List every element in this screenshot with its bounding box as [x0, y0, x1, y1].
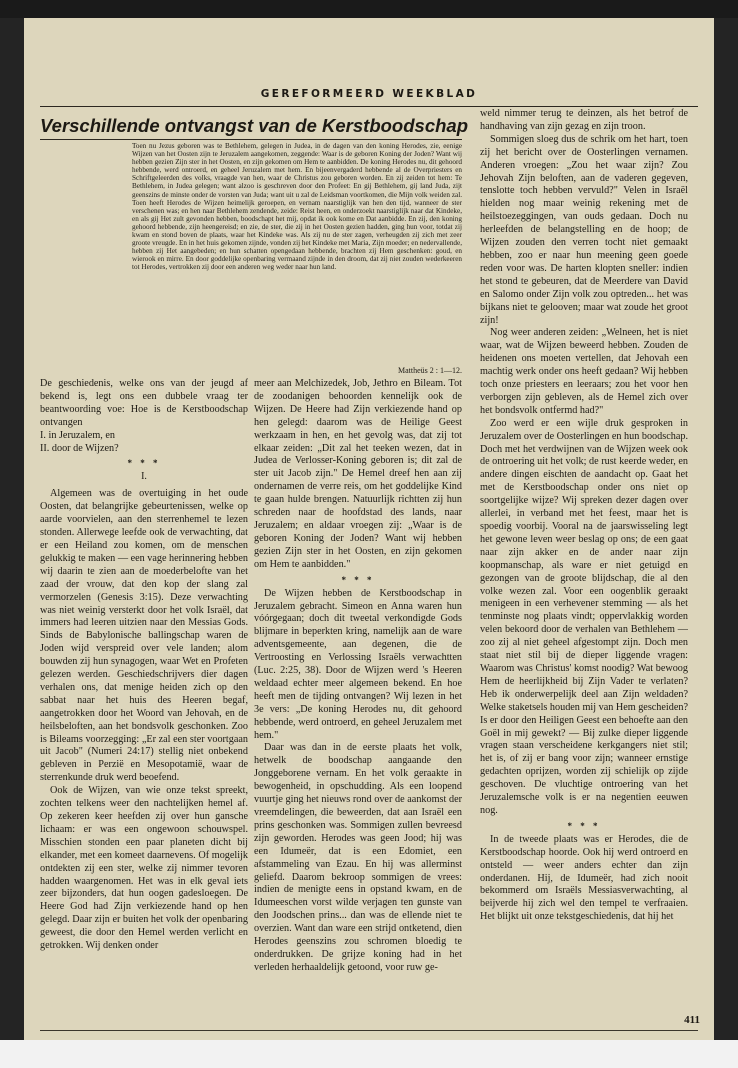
paragraph: In de tweede plaats was er Herodes, die de Kerstboodschap hoorde. Ook hij werd ontroerd en ontsteld — weer anders echter dan zijn onderdanen. Hij, de Idumeër, had zich nooit bekommerd om Israëls Messiasverwachting, al beijverde hij zich wel den tempel te verfraaien. Het blijkt uit onze tekstgeschiedenis, dat hij het — [480, 833, 688, 923]
scan-border-bottom — [0, 1040, 738, 1068]
column-2 — [254, 378, 462, 1010]
column-3 — [480, 108, 688, 1010]
page-number: 411 — [684, 1014, 700, 1026]
bottom-rule — [40, 1030, 698, 1031]
scan-border-left — [0, 18, 24, 1040]
newspaper-page — [24, 18, 714, 1040]
paragraph: Zoo werd er een wijle druk gesproken in Jeruzalem over de Oosterlingen en hun boodschap. Doch met het verdwijnen van de Wijzen week ook de ontroering uit het volk; de rust keerde weder, en andere dingen eischten de aandacht op. Gaat het met de Kerstboodschap onder ons niet op soortgelijke wijze? Wij spreken dezer dagen over allerlei, in verband met het feest, maar het is spoedig voorbij. Vooral na de jaarswisseling legt het gewone leven weer beslag op ons; de een gaat naar zijn akker en de ander naar zijn koopmanschap, als ware er niet getuigd en gezongen van de groote blijdschap, die al den volke wezen zal. Voor een oogenblik geraakt menigeen in een verhevener stemming — als het tenminste nog plaats vindt; oppervlakkig worden velen bekoord door de verhalen van Bethlehem — zoo zij al niet geheel afgestompt zijn. Doch men staat niet stil bij de dieper liggende vragen: Waarom was Christus' komst noodig? Wat bewoog Hem de heerlijkheid bij Zijn Vader te verlaten? Heb ik onderwerpelijk deel aan Zijn weldaden? Welke staketsels houden mij van Hem gescheiden? Is er door den Heiligen Geest een behoefte aan den Goël in mij gewekt? — Bij zulke dieper liggende vragen staan verscheidene kerkgangers niet stil; het is, of zij er bang voor zijn; wanneer ernstige gedachten oprijzen, worden zij schielijk op zijde geschoven. De vluchtige ontroering van het Jeruzalemsche volk is er na negentien eeuwen nog. — [480, 417, 688, 816]
scan-border-right — [714, 18, 738, 1040]
intro-paragraph: De geschiedenis, welke ons van der jeugd af bekend is, legt ons een dubbele vraag ter beantwoording voe: Hoe is de Kerstboodschap ontvangen — [40, 378, 248, 428]
scan-border-top — [0, 0, 738, 18]
paragraph: meer aan Melchizedek, Job, Jethro en Bileam. Tot de zoodanigen behoorden kennelijk ook de Wijzen. De Heere had Zijn verkiezende hand op hen gelegd: daarom was de Heilige Geest werkzaam in hen, en het gevolg was, dat zij tot elkaar zeiden: „Dit zal het teeken wezen, dat in Judea de Verlosser-Koning geboren is; dit zal de ster uit Jacob zijn." De Hemel dreef hen aan zij ondernamen de verre reis, om het goddelijke Kind te gaan hulde brengen. Natuurlijk richtten zij hun schreden naar de hoofdstad des lands, naar Jeruzalem; en aldaar vroegen zij: „Waar is de geboren Koning der Joden? Want wij hebben gezien Zijn ster in het Oosten, en zijn gekomen om Hem te aanbidden." — [254, 378, 462, 570]
scripture-reference: Mattheüs 2 : 1—12. — [398, 366, 462, 375]
paragraph: Sommigen sloeg dus de schrik om het hart, toen zij het bericht over de Oosterlingen vernamen. Anderen vroegen: „Zou het waar zijn? Zou Jehovah Zijn beloften, aan de vaderen gegeven, tenslotte toch hebben vervuld?" Velen in Israël hielden nog maar weinig rekening met de heilstoezeggingen, van ouds gedaan. Doch nu herleefden de belangstelling en de hoop; de Wijzen zouden den verren tocht niet gemaakt hebben, zoo er naar hun meening geen goede reden voor was. De harten klopten sneller: indien het stond te gebeuren, dat de Meerdere van David en Salomo onder Zijn volk zou optreden... het was bijkans niet te gelooven; maar wat zoude het groot zijn! — [480, 133, 688, 326]
title-rule — [40, 139, 462, 140]
point-two: II. door de Wijzen? — [40, 442, 119, 454]
section-heading: I. — [141, 471, 147, 483]
section-separator: * * * — [567, 820, 601, 831]
paragraph: weld nimmer terug te deinzen, als het betrof de handhaving van zijn gezag en zijn troon. — [480, 108, 688, 132]
paragraph: Ook de Wijzen, van wie onze tekst spreekt, zochten telkens weer den nachtelijken hemel af. Op zekeren keer heefden zij over hun gansche lichaam: er was een ongewoon schouwspel. Misschien stonden een paar planeten dicht bij elkander, met een komeet daarnevens. Of mogelijk ontdekten zij een ster, welke zij nimmer tevoren hadden waargenomen. Het was in elk geval iets zeer bijzonders, dat hun oogen gadesloegen. De Heere God had Zijn verkiezende hand op hen gelegd. Daar zijn er buiten het volk der openbaring geweest, die door den Hemel werden verlicht en getrokken. Wij denken onder — [40, 785, 248, 952]
publication-header: GEREFORMEERD WEEKBLAD — [260, 88, 478, 100]
section-separator: * * * — [127, 458, 161, 469]
scripture-quote: Toen nu Jezus geboren was te Bethlehem, gelegen in Judea, in de dagen van den koning Herodes, zie, eenige Wijzen van het Oosten zijn te Jeruzalem aangekomen, zeggende: Waar is de geboren Koning der Joden? Want wij hebben gezien Zijn ster in het Oosten, en zijn gekomen om Hem te aanbidden. De koning Herodes nu, dit gehoord hebbende, werd ontroerd, en geheel Jeruzalem met hem. En bijeenvergaderd hebbende al de Overpriesters en Schriftgeleerden des volks, vraagde van hen, waar de Christus zou geboren worden. En zij zeiden tot hem: Te Bethlehem, in Judea gelegen; want alzoo is geschreven door den Profeet: En gij Bethlehem, gij land Juda, zijt geenszins de minste onder de vorsten van Juda; want uit u zal de Leidsman voortkomen, die Mijn volk weiden zal. Toen heeft Herodes de Wijzen heimelijk geroepen, en vernam naarstiglijk van hen den tijd, wanneer de ster verschenen was; en hen naar Bethlehem zendende, zeide: Reist heen, en onderzoekt naarstiglijk naar dat Kindeke, en als gij Het zult gevonden hebben, boodschapt het mij, opdat ik ook kome en Dat aanbidde. En zij, den koning gehoord hebbende, zijn heengereisd; en zie, de ster, die zij in het Oosten gezien hadden, ging hun voor, totdat zij kwam en stond boven de plaats, waar het Kindeke was. Als zij nu de ster zagen, verheugden zij zich met zeer groote vreugde. En in het huis gekomen zijnde, vonden zij het Kindeke met Maria, Zijn moeder; en nedervallende, hebben zij Het aangebeden; en hun schatten opengedaan hebbende, brachten zij Hem geschenken: goud, en wierook en mirre. En door goddelijke openbaring vermaand zijnde in den droom, dat zij niet zouden wederkeeren tot Herodes, vertrokken zij door een anderen weg weder naar hun land. — [132, 142, 462, 272]
point-one: I. in Jeruzalem, en — [40, 429, 115, 441]
paragraph: Nog weer anderen zeiden: „Welneen, het is niet waar, wat de Wijzen beweerd hebben. Zouden de heidenen ons moeten vertellen, dat Jehovah een machtig werk onder ons heeft gedaan? Wij hebben toch onze priesters en leeraars; zou het voor hen verborgen zijn gebleven, als de Hemel zich over het bondsvolk ontfermd had?" — [480, 327, 688, 416]
section-separator: * * * — [341, 574, 375, 585]
header-rule — [40, 106, 698, 107]
article-title: Verschillende ontvangst van de Kerstboodschap — [40, 115, 469, 136]
column-1 — [40, 378, 248, 1010]
paragraph: De Wijzen hebben de Kerstboodschap in Jeruzalem gebracht. Simeon en Anna waren hun vóórgegaan; doch dit tweetal verkondigde Gods blijmare in beperkten kring, namelijk aan de ware adventsgemeente, aan degenen, die de Vertroosting en Verlossing Israëls verwachtten (Luc. 2:25, 38). Door de Wijzen werd 's Heeren weldaad echter meer algemeen bekend. En hoe heeft men de tijding ontvangen? Wij lezen in het 3e vers: „De koning Herodes nu, dit gehoord hebbende, werd ontroerd, en geheel Jeruzalem met hem." — [254, 587, 462, 741]
paragraph: Algemeen was de overtuiging in het oude Oosten, dat belangrijke gebeurtenissen, welke op aarde voorvielen, aan den sterrenhemel te lezen stonden. Allerwege leefde ook de verwachting, dat er een Heiland zou komen, om de menschen gelukkig te maken — een vage herinnering hebben wij daarin te zien aan de moederbelofte van het zaad der vrouw, dat den kop der slang zal vermorzelen (Genesis 3:15). Deze verwachting was niet weinig versterkt door het volk Israël, dat immers had leeren uitzien naar den Messias Gods. Sinds de Babylonische ballingschap waren de Joden wijd verspreid over vele landen; alom bouwden zij hun synagogen, waar Wet en Profeten gelezen werden. Geschiedschrijvers dier dagen verhalen ons, dat menige heiden zich op den sabbat naar het huis des Heeren begaf, aangetrokken door het Woord van Jehovah, en de heilsbeloften, aan het bondsvolk geschonken. Zoo is Bileams voorzegging: „Er zal een ster voortgaan uit Jacob" (Numeri 24:17) stellig niet onbekend gebleven in Perzië en Mesopotamië, waar de sterrenkunde druk werd beoefend. — [40, 488, 248, 784]
paragraph: Daar was dan in de eerste plaats het volk, hetwelk de boodschap aangaande den Jonggeborene vernam. En het volk geraakte in bewogenheid, in opschudding. Als een loopend vuurtje ging het nieuws rond over de aankomst der vreemdelingen, die beweerden, dat aan Israël een prins geschonken was. Sommigen zullen bevreesd zijn geworden. Herodes was geen Jood; hij was een Idumeër, dat is een Edomiet, een afstammeling van Ezau. En hij was allerminst geliefd. Daarom bekroop sommigen de vrees: indien de menigte eens in opstand kwam, en de Idumeeschen vorst wilde verjagen ten gunste van den Joodschen prins... dan was de ellende niet te overzien. Want dan ware een strijd ontketend, dien Herodes geenszins zou schromen bloedig te onderdrukken. De grijze koning had in het verleden herhaaldelijk getoond, voor ruw ge- — [254, 742, 462, 973]
